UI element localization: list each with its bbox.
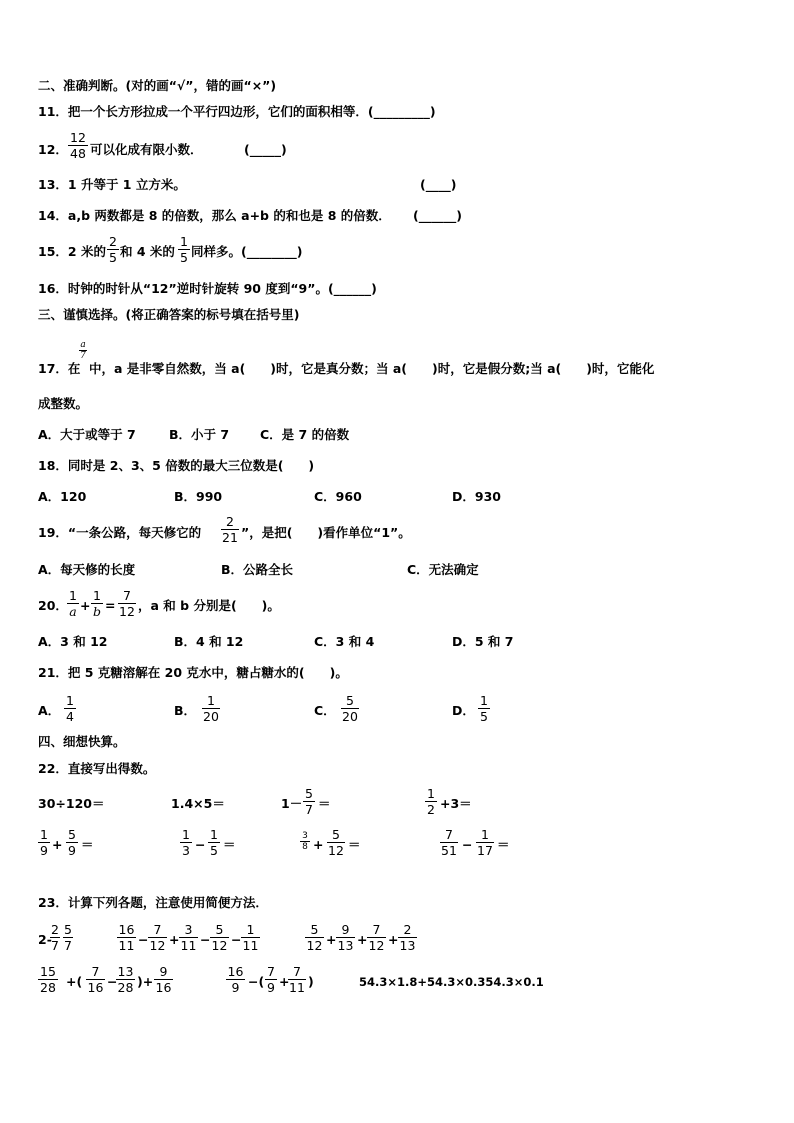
fraction-1-4: 1 4 [64, 693, 76, 724]
option-c: C． [314, 703, 336, 718]
section-3-heading: 三、谨慎选择。(将正确答案的标号填在括号里) [38, 307, 300, 322]
question-22-title: 22．直接写出得数。 [38, 761, 156, 776]
fraction-2-5: 2 5 [107, 234, 119, 265]
section-4-heading: 四、细想快算。 [38, 734, 126, 749]
option-c: C．无法确定 [407, 562, 479, 577]
fraction-1-a: 1 a [67, 588, 79, 619]
fraction-1-5: 1 5 [178, 234, 190, 265]
option-b: B． [174, 703, 197, 718]
option-c: C．960 [314, 489, 362, 504]
option-d: D． [452, 703, 475, 718]
option-a: A． [38, 703, 61, 718]
fraction-2-21: 2 21 [222, 514, 238, 545]
fraction-1-5: 1 5 [478, 693, 490, 724]
option-b: B．4 和 12 [174, 634, 244, 649]
fraction-5-7: 5 7 [303, 786, 315, 817]
question-11: 11．把一个长方形拉成一个平行四边形，它们的面积相等．(_________) [38, 104, 436, 119]
option-a: A．大于或等于 7 [38, 427, 136, 442]
answer-blank: (______) [413, 208, 462, 223]
option-c: C．是 7 的倍数 [260, 427, 350, 442]
option-a: A．120 [38, 489, 87, 504]
question-16: 16．时钟的时针从“12”逆时针旋转 90 度到“9”。(______) [38, 281, 377, 296]
option-d: D．930 [452, 489, 501, 504]
option-a: A．3 和 12 [38, 634, 108, 649]
question-23-title: 23．计算下列各题，注意使用简便方法． [38, 895, 268, 910]
fraction-1-2: 1 2 [425, 786, 437, 817]
option-b: B．公路全长 [221, 562, 294, 577]
answer-blank: (____) [420, 177, 457, 192]
option-b: B．990 [174, 489, 223, 504]
expr-54-3: 54.3×1.8+54.3×0.354.3×0.1 [359, 975, 544, 989]
fraction-a-7: a 7 [80, 340, 86, 361]
expr-1-4-times-5: 1.4×5＝ [171, 796, 225, 811]
expr-30-div-120: 30÷120＝ [38, 796, 105, 811]
fraction-12-48: 12 48 [68, 130, 88, 161]
section-2-heading: 二、准确判断。(对的画“√”，错的画“×”) [38, 78, 277, 93]
fraction-1-b: 1 b [92, 588, 101, 619]
option-c: C．3 和 4 [314, 634, 375, 649]
exam-page: 二、准确判断。(对的画“√”，错的画“×”) 11．把一个长方形拉成一个平行四边形，它们的面积相等．(_________) 12． 12 48 可以化成有限小数． (_____) 13．1 升等于 1 立方米。 (____) 14．a,b 两数都是 8 的倍数，那么 a+b 的和也是 8 的倍数． (______) 15．2 米的 2 5 和 4 米的 1 5 同样多。(________) 16．时钟的时针从“12”逆时针旋转 90 度到“9”。(______) 三、谨慎选择。(将正确答案的标号填在括号里) 17．在 a 7 中，a 是非零自然数，当 a( )时，它是真分数；当 a( )时，它是假分数;当 a( )时，它能化 成整数。 A．大于或等于 7 B．小于 7 C．是 7 的倍数 18．同时是 2、3、5 倍数的最大三位数是( ) A．120 B．990 C．960 D．930 19．“一条公路，每天修它的 2 21 ”，是把( )看作单位“1”。 A．每天修的长度 B．公路全长 C．无法确定 20． 1 a + 1 b = 7 12 ，a 和 b 分别是( )。 A．3 和 12 B．4 和 12 C．3 和 4 D．5 和 7 21．把 5 克糖溶解在 20 克水中，糖占糖水的( )。 A． 1 4 B． 1 20 C． 5 20 D． 1 5 四、细想快算。 22．直接写出得数。 30÷120＝ 1.4×5＝ 1－ 5 7 ＝ 1 2 +3＝ 1 9 + 5 9 ＝ 1 3 − 1 5 ＝ 3 8 + 5 12 ＝ 7 51 − 1 17 ＝ 23．计算下列各题，注意使用简便方法． 2- 2 7 5 7 16 11 − 7 12 + 3 11 − 5 12 − 1 11 5 12 + 9 13 + 7 12 + 2 13 15 28 +( 7 16 − 13 28 )+ 9 16 16 9 −( 7 9 + 7 11 ) 54.3×1.8+54.3×0.354.3×0.1 [38, 78, 655, 995]
fraction-7-12: 7 12 [119, 588, 135, 619]
option-d: D．5 和 7 [452, 634, 514, 649]
answer-blank: (_____) [244, 142, 287, 157]
fraction-5-20: 5 20 [342, 693, 358, 724]
option-a: A．每天修的长度 [38, 562, 136, 577]
option-b: B．小于 7 [169, 427, 230, 442]
fraction-1-20: 1 20 [203, 693, 219, 724]
